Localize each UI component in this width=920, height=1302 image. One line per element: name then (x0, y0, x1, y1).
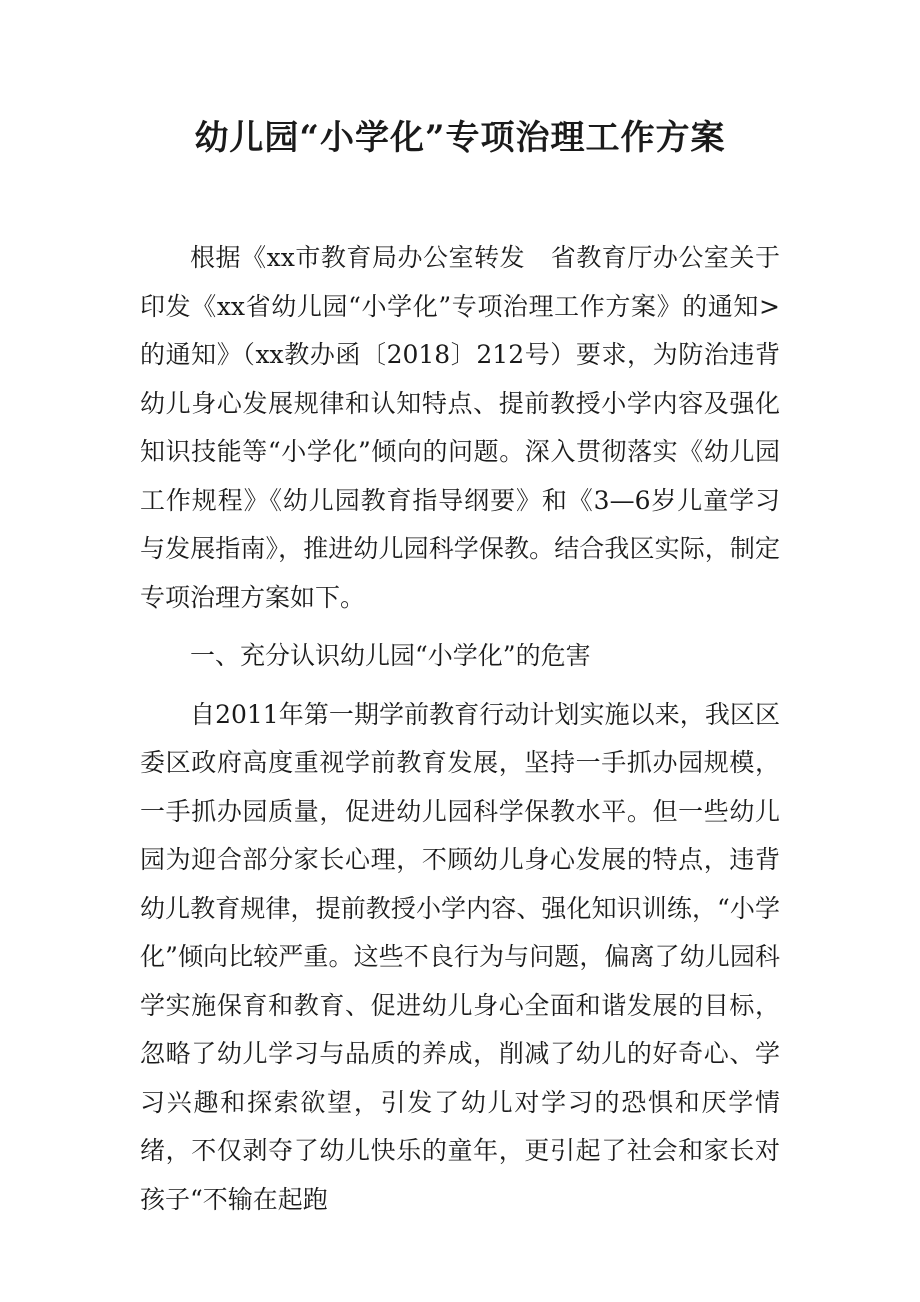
document-body (140, 234, 780, 1224)
document-title: 幼儿园“小学化”专项治理工作方案 (194, 118, 726, 158)
section-heading: 一、充分认识幼儿园“小学化”的危害 (190, 641, 591, 670)
intro-paragraph: 根据《xx市教育局办公室转发 省教育厅办公室关于印发《xx省幼儿园“小学化”专项治理工作方案》的通知>的通知》（xx教办函〔2018〕212号）要求，为防治违背幼儿身心发展规律和认知特点、提前教授小学内容及强化知识技能等“小学化”倾向的问题。深入贯彻落实《幼儿园工作规程》《幼儿园教育指导纲要》和《3—6岁儿童学习与发展指南》，推进幼儿园科学保教。结合我区实际，制定专项治理方案如下。 (140, 243, 780, 612)
section-paragraph: 自2011年第一期学前教育行动计划实施以来，我区区委区政府高度重视学前教育发展，坚持一手抓办园规模，一手抓办园质量，促进幼儿园科学保教水平。但一些幼儿园为迎合部分家长心理，不顾幼儿身心发展的特点，违背幼儿教育规律，提前教授小学内容、强化知识训练，“小学化”倾向比较严重。这些不良行为与问题，偏离了幼儿园科学实施保育和教育、促进幼儿身心全面和谐发展的目标，忽略了幼儿学习与品质的养成，削减了幼儿的好奇心、学习兴趣和探索欲望，引发了幼儿对学习的恐惧和厌学情绪，不仅剥夺了幼儿快乐的童年，更引起了社会和家长对孩子“不输在起跑 (140, 699, 780, 1214)
